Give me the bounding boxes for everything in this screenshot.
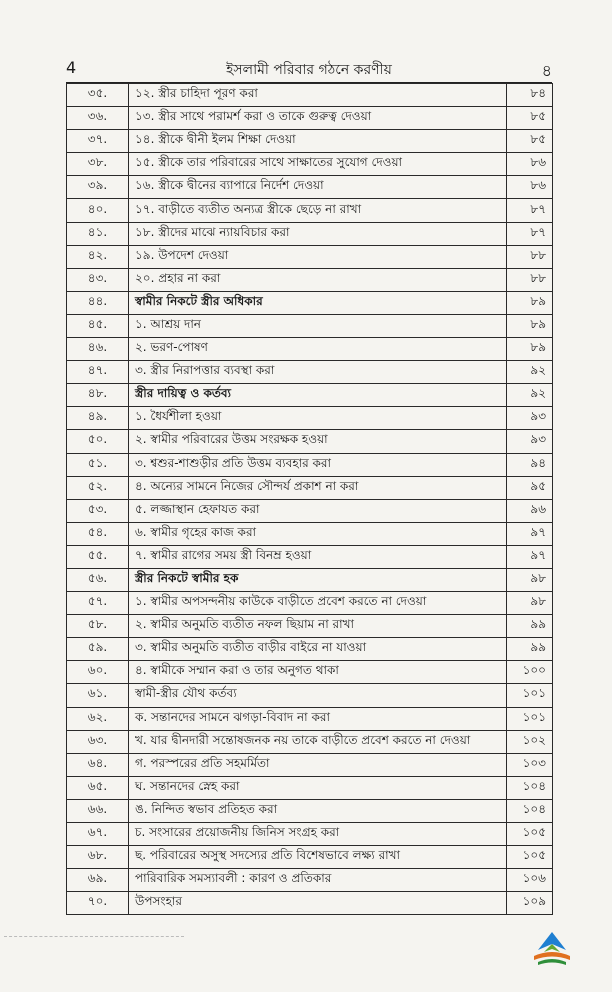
toc-entry-page: ৯৩ bbox=[507, 430, 553, 453]
toc-row bbox=[67, 869, 553, 892]
toc-entry-number: ৫২. bbox=[67, 476, 129, 499]
toc-row bbox=[67, 823, 553, 846]
toc-entry-number: ৬৩. bbox=[67, 730, 129, 753]
toc-entry-number: ৭০. bbox=[67, 892, 129, 915]
toc-entry-page: ১০৬ bbox=[507, 869, 553, 892]
publisher-logo-icon bbox=[530, 930, 574, 970]
toc-entry-title: ৬. স্বামীর গৃহের কাজ করা bbox=[129, 522, 507, 545]
toc-entry-number: ৬৪. bbox=[67, 753, 129, 776]
toc-entry-page: ১০১ bbox=[507, 684, 553, 707]
toc-row bbox=[67, 153, 553, 176]
toc-entry-page: ১০৩ bbox=[507, 753, 553, 776]
toc-entry-page: ৮৬ bbox=[507, 176, 553, 199]
toc-entry-number: ৬৬. bbox=[67, 799, 129, 822]
toc-row bbox=[67, 799, 553, 822]
toc-entry-number: ৩৬. bbox=[67, 107, 129, 130]
toc-entry-title: ১. আশ্রয় দান bbox=[129, 314, 507, 337]
toc-entry-number: ৫৮. bbox=[67, 615, 129, 638]
toc-row bbox=[67, 268, 553, 291]
toc-row bbox=[67, 314, 553, 337]
toc-entry-title: স্বামীর নিকটে স্ত্রীর অধিকার bbox=[129, 291, 507, 314]
toc-entry-number: ৪৯. bbox=[67, 407, 129, 430]
toc-row bbox=[67, 176, 553, 199]
toc-entry-title: ১. স্বামীর অপসন্দনীয় কাউকে বাড়ীতে প্রবেশ করতে না দেওয়া bbox=[129, 592, 507, 615]
toc-row bbox=[67, 199, 553, 222]
toc-row bbox=[67, 361, 553, 384]
toc-entry-page: ১০১ bbox=[507, 707, 553, 730]
toc-entry-number: ৫৫. bbox=[67, 545, 129, 568]
toc-entry-title: ২. স্বামীর অনুমতি ব্যতীত নফল ছিয়াম না রাখা bbox=[129, 615, 507, 638]
margin-mark bbox=[4, 936, 184, 937]
toc-entry-title: ৪. অন্যের সামনে নিজের সৌন্দর্য প্রকাশ না করা bbox=[129, 476, 507, 499]
toc-entry-title: চ. সংসারের প্রয়োজনীয় জিনিস সংগ্রহ করা bbox=[129, 823, 507, 846]
toc-row bbox=[67, 707, 553, 730]
toc-entry-page: ১০০ bbox=[507, 661, 553, 684]
toc-entry-title: উপসংহার bbox=[129, 892, 507, 915]
toc-row bbox=[67, 568, 553, 591]
toc-entry-title: ২. ভরণ-পোষণ bbox=[129, 338, 507, 361]
toc-row bbox=[67, 222, 553, 245]
toc-entry-number: ৪১. bbox=[67, 222, 129, 245]
toc-entry-number: ৩৮. bbox=[67, 153, 129, 176]
toc-row bbox=[67, 522, 553, 545]
toc-entry-number: ৫৩. bbox=[67, 499, 129, 522]
toc-entry-page: ৮৬ bbox=[507, 153, 553, 176]
toc-entry-title: ৭. স্বামীর রাগের সময় স্ত্রী বিনম্র হওয়া bbox=[129, 545, 507, 568]
toc-entry-number: ৬১. bbox=[67, 684, 129, 707]
page-number-left: 4 bbox=[66, 58, 77, 77]
toc-entry-title: ১৩. স্ত্রীর সাথে পরামর্শ করা ও তাকে গুরুত্ব দেওয়া bbox=[129, 107, 507, 130]
toc-entry-number: ৫৪. bbox=[67, 522, 129, 545]
toc-entry-page: ১০৫ bbox=[507, 846, 553, 869]
toc-entry-page: ৯৪ bbox=[507, 453, 553, 476]
toc-entry-title: ২. স্বামীর পরিবারের উত্তম সংরক্ষক হওয়া bbox=[129, 430, 507, 453]
toc-entry-number: ৬৯. bbox=[67, 869, 129, 892]
toc-entry-title: ঘ. সন্তানদের স্নেহ করা bbox=[129, 776, 507, 799]
toc-entry-page: ৯২ bbox=[507, 384, 553, 407]
toc-entry-title: ১৮. স্ত্রীদের মাঝে ন্যায়বিচার করা bbox=[129, 222, 507, 245]
toc-entry-page: ৯৫ bbox=[507, 476, 553, 499]
toc-entry-number: ৩৯. bbox=[67, 176, 129, 199]
toc-row bbox=[67, 545, 553, 568]
toc-entry-title: ৩. স্বামীর অনুমতি ব্যতীত বাড়ীর বাইরে না যাওয়া bbox=[129, 638, 507, 661]
toc-entry-title: স্ত্রীর দায়িত্ব ও কর্তব্য bbox=[129, 384, 507, 407]
toc-entry-page: ৮৭ bbox=[507, 222, 553, 245]
toc-row bbox=[67, 430, 553, 453]
toc-entry-title: খ. যার দ্বীনদারী সন্তোষজনক নয় তাকে বাড়ীতে প্রবেশ করতে না দেওয়া bbox=[129, 730, 507, 753]
toc-entry-page: ৯৮ bbox=[507, 568, 553, 591]
running-title: ইসলামী পরিবার গঠনে করণীয় bbox=[226, 62, 392, 78]
toc-entry-page: ৮৫ bbox=[507, 107, 553, 130]
toc-entry-page: ১০৫ bbox=[507, 823, 553, 846]
toc-row bbox=[67, 661, 553, 684]
toc-entry-number: ৪০. bbox=[67, 199, 129, 222]
toc-entry-number: ৩৭. bbox=[67, 130, 129, 153]
toc-entry-title: গ. পরস্পরের প্রতি সহমর্মিতা bbox=[129, 753, 507, 776]
toc-entry-title: ছ. পরিবারের অসুস্থ সদস্যের প্রতি বিশেষভাবে লক্ষ্য রাখা bbox=[129, 846, 507, 869]
toc-entry-title: ৫. লজ্জাস্থান হেফাযত করা bbox=[129, 499, 507, 522]
toc-row bbox=[67, 776, 553, 799]
toc-row bbox=[67, 753, 553, 776]
toc-entry-title: ১৯. উপদেশ দেওয়া bbox=[129, 245, 507, 268]
toc-entry-title: ৪. স্বামীকে সম্মান করা ও তার অনুগত থাকা bbox=[129, 661, 507, 684]
toc-entry-number: ৪৬. bbox=[67, 338, 129, 361]
toc-entry-title: ১৪. স্ত্রীকে দ্বীনী ইলম শিক্ষা দেওয়া bbox=[129, 130, 507, 153]
toc-entry-title: ঙ. নিন্দিত স্বভাব প্রতিহত করা bbox=[129, 799, 507, 822]
toc-entry-number: ৬৫. bbox=[67, 776, 129, 799]
toc-entry-number: ৬২. bbox=[67, 707, 129, 730]
toc-row bbox=[67, 499, 553, 522]
toc-row bbox=[67, 245, 553, 268]
toc-entry-page: ৮৯ bbox=[507, 314, 553, 337]
toc-entry-page: ১০৪ bbox=[507, 776, 553, 799]
toc-entry-page: ৮৯ bbox=[507, 291, 553, 314]
toc-entry-page: ৯৭ bbox=[507, 545, 553, 568]
toc-entry-title: পারিবারিক সমস্যাবলী : কারণ ও প্রতিকার bbox=[129, 869, 507, 892]
toc-entry-page: ১০২ bbox=[507, 730, 553, 753]
toc-entry-number: ৪৪. bbox=[67, 291, 129, 314]
toc-entry-title: ১৭. বাড়ীতে ব্যতীত অন্যত্র স্ত্রীকে ছেড়ে না রাখা bbox=[129, 199, 507, 222]
page-header bbox=[66, 58, 552, 82]
toc-entry-page: ৮৯ bbox=[507, 338, 553, 361]
toc-entry-page: ১০৯ bbox=[507, 892, 553, 915]
toc-entry-page: ৮৭ bbox=[507, 199, 553, 222]
toc-row bbox=[67, 453, 553, 476]
toc-entry-number: ৪৫. bbox=[67, 314, 129, 337]
toc-entry-title: ১২. স্ত্রীর চাহিদা পূরণ করা bbox=[129, 84, 507, 107]
toc-entry-number: ৫৭. bbox=[67, 592, 129, 615]
toc-entry-title: ক. সন্তানদের সামনে ঝগড়া-বিবাদ না করা bbox=[129, 707, 507, 730]
toc-entry-number: ৪৩. bbox=[67, 268, 129, 291]
toc-row bbox=[67, 407, 553, 430]
toc-entry-number: ৫১. bbox=[67, 453, 129, 476]
toc-entry-number: ৪৭. bbox=[67, 361, 129, 384]
toc-row bbox=[67, 846, 553, 869]
toc-entry-title: স্ত্রীর নিকটে স্বামীর হক bbox=[129, 568, 507, 591]
toc-row bbox=[67, 291, 553, 314]
toc-entry-title: ১৬. স্ত্রীকে দ্বীনের ব্যাপারে নির্দেশ দেওয়া bbox=[129, 176, 507, 199]
toc-entry-title: ৩. শ্বশুর-শাশুড়ীর প্রতি উত্তম ব্যবহার করা bbox=[129, 453, 507, 476]
toc-row bbox=[67, 892, 553, 915]
toc-entry-page: ৯৯ bbox=[507, 615, 553, 638]
toc-entry-page: ৮৮ bbox=[507, 268, 553, 291]
toc-entry-number: ৬০. bbox=[67, 661, 129, 684]
toc-entry-number: ৪২. bbox=[67, 245, 129, 268]
toc-entry-title: ১৫. স্ত্রীকে তার পরিবারের সাথে সাক্ষাতের সুযোগ দেওয়া bbox=[129, 153, 507, 176]
toc-row bbox=[67, 84, 553, 107]
toc-row bbox=[67, 638, 553, 661]
toc-row bbox=[67, 476, 553, 499]
table-of-contents bbox=[66, 83, 553, 915]
toc-entry-page: ৯৩ bbox=[507, 407, 553, 430]
toc-entry-title: ২০. প্রহার না করা bbox=[129, 268, 507, 291]
toc-entry-page: ৯৯ bbox=[507, 638, 553, 661]
toc-entry-page: ৮৪ bbox=[507, 84, 553, 107]
toc-entry-title: ১. ধৈর্যশীলা হওয়া bbox=[129, 407, 507, 430]
toc-entry-title: ৩. স্ত্রীর নিরাপত্তার ব্যবস্থা করা bbox=[129, 361, 507, 384]
toc-row bbox=[67, 107, 553, 130]
toc-row bbox=[67, 684, 553, 707]
toc-row bbox=[67, 730, 553, 753]
toc-entry-page: ৯৮ bbox=[507, 592, 553, 615]
toc-row bbox=[67, 384, 553, 407]
toc-entry-number: ৪৮. bbox=[67, 384, 129, 407]
toc-entry-page: ১০৪ bbox=[507, 799, 553, 822]
toc-entry-page: ৯৭ bbox=[507, 522, 553, 545]
toc-entry-number: ৬৭. bbox=[67, 823, 129, 846]
toc-entry-number: ৫৬. bbox=[67, 568, 129, 591]
toc-row bbox=[67, 592, 553, 615]
toc-row bbox=[67, 130, 553, 153]
toc-entry-page: ৯৬ bbox=[507, 499, 553, 522]
toc-entry-number: ৫০. bbox=[67, 430, 129, 453]
toc-entry-number: ৩৫. bbox=[67, 84, 129, 107]
toc-entry-number: ৬৮. bbox=[67, 846, 129, 869]
toc-entry-number: ৫৯. bbox=[67, 638, 129, 661]
page-number-right: ৪ bbox=[541, 61, 552, 80]
toc-entry-page: ৮৫ bbox=[507, 130, 553, 153]
toc-entry-page: ৮৮ bbox=[507, 245, 553, 268]
toc-entry-page: ৯২ bbox=[507, 361, 553, 384]
toc-row bbox=[67, 338, 553, 361]
toc-row bbox=[67, 615, 553, 638]
toc-entry-title: স্বামী-স্ত্রীর যৌথ কর্তব্য bbox=[129, 684, 507, 707]
